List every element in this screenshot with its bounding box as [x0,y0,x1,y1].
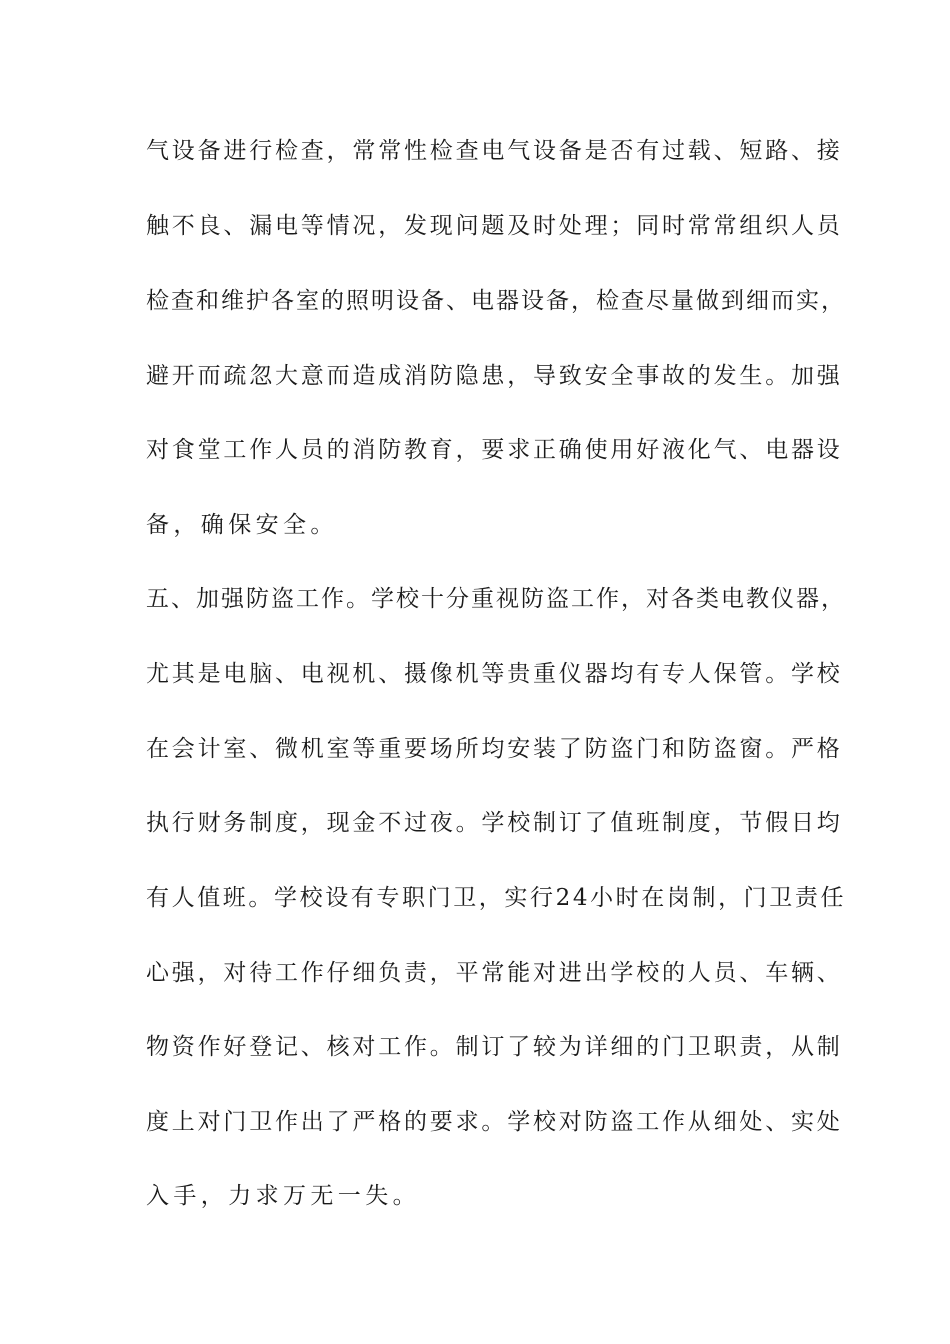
text-line: 心强，对待工作仔细负责，平常能对进出学校的人员、车辆、 [146,960,843,986]
text-line: 度上对门卫作出了严格的要求。学校对防盗工作从细处、实处 [146,1109,843,1135]
text-line: 在会计室、微机室等重要场所均安装了防盗门和防盗窗。严格 [146,736,843,762]
text-line: 对食堂工作人员的消防教育，要求正确使用好液化气、电器设 [146,437,843,463]
text-line: 物资作好登记、核对工作。制订了较为详细的门卫职责，从制 [146,1034,843,1060]
text-line: 入手，力求万无一失。 [146,1183,420,1209]
text-line: 执行财务制度，现金不过夜。学校制订了值班制度，节假日均 [146,810,843,836]
text-line: 气设备进行检查，常常性检查电气设备是否有过载、短路、接 [146,138,843,164]
text-line: 触不良、漏电等情况，发现问题及时处理；同时常常组织人员 [146,213,843,239]
text-line: 尤其是电脑、电视机、摄像机等贵重仪器均有专人保管。学校 [146,661,843,687]
text-line: 五、加强防盗工作。学校十分重视防盗工作，对各类电教仪器， [146,586,846,612]
text-line: 有人值班。学校设有专职门卫，实行24小时在岗制，门卫责任 [146,885,847,911]
text-line: 避开而疏忽大意而造成消防隐患，导致安全事故的发生。加强 [146,363,843,389]
text-line: 检查和维护各室的照明设备、电器设备，检查尽量做到细而实， [146,288,846,314]
text-line: 备，确保安全。 [146,512,338,538]
